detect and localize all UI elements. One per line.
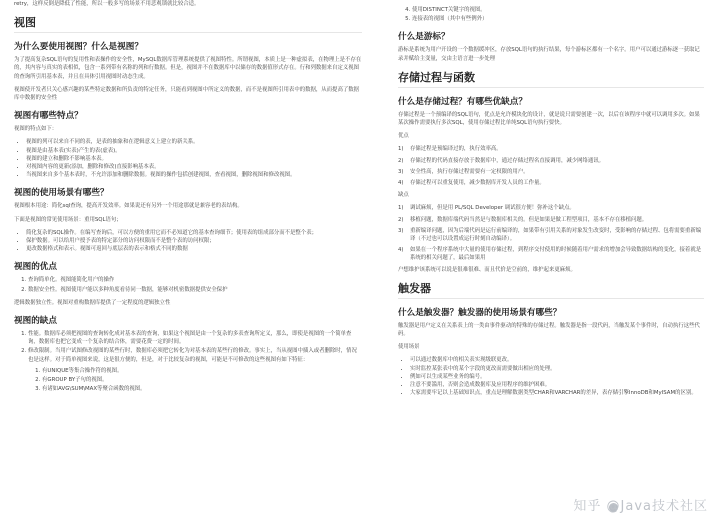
trigger-lead: 使用场景: [398, 344, 420, 351]
list-item: • 更改数据格式和表示。视图可返回与底层表的表示和格式不同的数据: [26, 245, 362, 253]
list-item: 2) 存储过程的代码直接存放于数据库中，通过存储过程名直接调用，减少网络通讯。: [398, 157, 605, 164]
right-column: [398, 0, 704, 520]
list-item: 1. 性能。数据库必须把视图的查询转化成对基本表的查询，如果这个视图是由一个复杂的多表查询所定义，那么，即使是视图的一个简单查询，数据库也把它变成一个复杂的结合体，需要花费一定的时间。: [28, 330, 362, 346]
cons-2-text: 修改限制。当用户试图修改视图的某些行时，数据库必须把它转化为对基本表的某些行的修改。事实上，当从视图中插入或者删除时，情况也是这样。对于简单视图来说，这是很方便的，但是，对于比较复杂的视图，可能是不可修改的这些视图有如下特征：: [28, 348, 357, 363]
list-item: • 保护数据。可以给用户授予表的特定部分的访问权限而不是整个表的访问权限；: [26, 237, 362, 245]
list-item: • 当视图来自多个基本表时，不允许添加和删除数据。视图的操作包括创建视图，查看视图，删除视图和修改视图。: [26, 171, 362, 179]
watermark: 知乎 @Java技术社区: [573, 499, 708, 514]
trigger-heading: 什么是触发器？触发器的使用场景有哪些？: [398, 307, 562, 318]
features-heading: 视图有哪些特点？: [14, 111, 83, 122]
stored-procedure-paragraph: 存储过程是一个预编译的SQL语句，优点是允许模块化的设计，就是说只需要创建一次，以后在该程序中就可以调用多次。如果某次操作需要执行多次SQL，使用存储过程比单纯SQL语句执行要快。: [398, 111, 700, 127]
pros-extra: 逻辑数据独立性。视图对重构数据库提供了一定程度的逻辑独立性: [14, 299, 171, 306]
list-item: • 简化复杂的SQL操作。在编写查询后，可以方便的重用它而不必知道它的基本查询细节；使用表的组成部分而不是整个表；: [26, 229, 362, 237]
cons-label: 缺点: [398, 192, 409, 199]
list-item: 1. 查询简单化。视图能简化用户的操作: [28, 276, 362, 284]
list-item: 2. 有GROUP BY子句的视图。: [42, 376, 362, 384]
why-views-paragraph-2: 视图使开发者只关心感兴趣的某些特定数据和所负责的特定任务，只能看到视图中所定义的数据，而不是视图所引用表中的数据，从而提高了数据库中数据的安全性: [14, 86, 360, 102]
features-list: [14, 138, 362, 179]
stored-procedure-section-title: 存储过程与函数: [398, 69, 704, 88]
list-item: 2. 数据安全性。视图使用户能以多种角度看待同一数据，能够对机密数据提供安全保护: [28, 286, 362, 294]
list-item: 1. 有UNIQUE等集合操作符的视图。: [42, 367, 362, 375]
list-item: • 注意不要滥用，否则会造成数据库及应用程序的维护困难。: [410, 381, 704, 389]
list-item: • 例如可以生成某些业务的编号。: [410, 373, 704, 381]
cons-tail: 户想维护该系统可以说是很难很难、而且代价是空前的，维护起来更麻烦。: [398, 266, 576, 273]
usage-heading: 视图的使用场景有哪些？: [14, 188, 109, 199]
pros-list: [14, 276, 362, 293]
list-item: 5. 连接表的视图（其中有些例外）: [412, 15, 704, 23]
list-item: • 大家需要牢记以上基础知识点，重点是理解数据类型CHAR和VARCHAR的差异，表存储引擎InnoDB和MyISAM的区别。: [410, 389, 704, 397]
trigger-paragraph: 触发器是用户定义在关系表上的一类由事件驱动的特殊的存储过程。触发器是指一段代码，当触发某个事件时，自动执行这些代码。: [398, 322, 700, 338]
cons-heading: 视图的缺点: [14, 316, 57, 327]
list-item: 3) 重新编译问题，因为后端代码是运行前编译的，如果带有引用关系的对象发生改变时，受影响的存储过程、包将需要重新编译（不过也可以设置成运行时刻自动编译）。: [398, 227, 702, 243]
stored-procedure-heading: 什么是存储过程？有哪些优缺点？: [398, 96, 527, 107]
list-item: • 实时监控某张表中的某个字段的更改而需要做出相应的处理。: [410, 365, 704, 373]
list-item: 1) 存储过程是预编译过的，执行效率高。: [398, 146, 502, 153]
left-column: [14, 0, 362, 520]
why-views-paragraph-1: 为了提高复杂SQL语句的复用性和表操作的安全性，MySQL数据库管理系统提供了视图特性。所谓视图，本质上是一种虚拟表，在物理上是不存在的，其内容与真实的表相似，包含一系列带有名称的列和行数据。但是，视图并不在数据库中以储存的数据值形式存在。行和列数据来自定义视图的查询所引用基本表，并且在具体引用视图时动态生成。: [14, 57, 362, 80]
intro-paragraph: retry，这样反倒是降低了性能，所以一般多写的场景不用悲观锁就比较合适。: [14, 1, 200, 7]
list-item: 4. 使用DISTINCT关键字的视图。: [412, 6, 704, 14]
list-item: • 视图的列可以来自不同的表，是表的抽象和在逻辑意义上建立的新关系。: [26, 138, 362, 146]
usage-lead: 下面是视图的常见使用场景：重用SQL语句；: [14, 216, 122, 223]
list-item: • 视图的建立和删除不影响基本表。: [26, 155, 362, 163]
trigger-usage-list: [398, 356, 704, 397]
list-item: • 可以通过数据库中的相关表实现级联更改。: [410, 356, 704, 364]
list-item: 2) 移植问题，数据库端代码当然是与数据库相关的。但是如果是做工程型项目，基本不存在移植问题。: [398, 216, 648, 223]
list-item: 1) 调试麻烦，但是用 PL/SQL Developer 调试很方便！弥补这个缺点。: [398, 205, 575, 212]
features-lead: 视图的特点如下：: [14, 126, 58, 133]
pros-heading: 视图的优点: [14, 262, 57, 273]
usage-list: [14, 229, 362, 254]
pros-label: 优点: [398, 133, 409, 140]
list-item: 3) 安全性高，执行存储过程需要有一定权限的用户。: [398, 168, 529, 175]
list-item: 4) 如果在一个程序系统中大量的使用存储过程，到程序交付使用的时候随着用户需求的增加会导致数据结构的变化，接着就是系统的相关问题了，最后如果用: [398, 247, 702, 262]
why-views-heading: 为什么要使用视图？什么是视图？: [14, 42, 143, 53]
list-item: 4) 存储过程可以重复使用，减少数据库开发人员的工作量。: [398, 180, 545, 187]
list-item: 3. 有诸如AVG\SUM\MAX等聚合函数的视图。: [42, 385, 362, 393]
list-item: [28, 347, 362, 393]
cons-list: [14, 330, 362, 393]
list-item: • 对视图内容的更新(添加，删除和修改)直接影响基本表。: [26, 163, 362, 171]
cursor-heading: 什么是游标？: [398, 32, 450, 43]
list-item: • 视图是由基本表(实表)产生的表(虚表)。: [26, 147, 362, 155]
usage-paragraph: 视图根本用途：简化sql查询，提高开发效率。如果说还有另外一个用途那就是兼容老的表结构。: [14, 203, 243, 210]
views-section-title: 视图: [14, 14, 362, 33]
view-limits-continued: [398, 6, 704, 23]
cons-sub-list: [28, 367, 362, 394]
trigger-section-title: 触发器: [398, 280, 704, 299]
cursor-paragraph: 游标是系统为用户开设的一个数据缓冲区，存放SQL语句的执行结果，每个游标区都有一个名字。用户可以通过游标逐一获取记录并赋给主变量，交由主语言进一步处理: [398, 47, 700, 62]
